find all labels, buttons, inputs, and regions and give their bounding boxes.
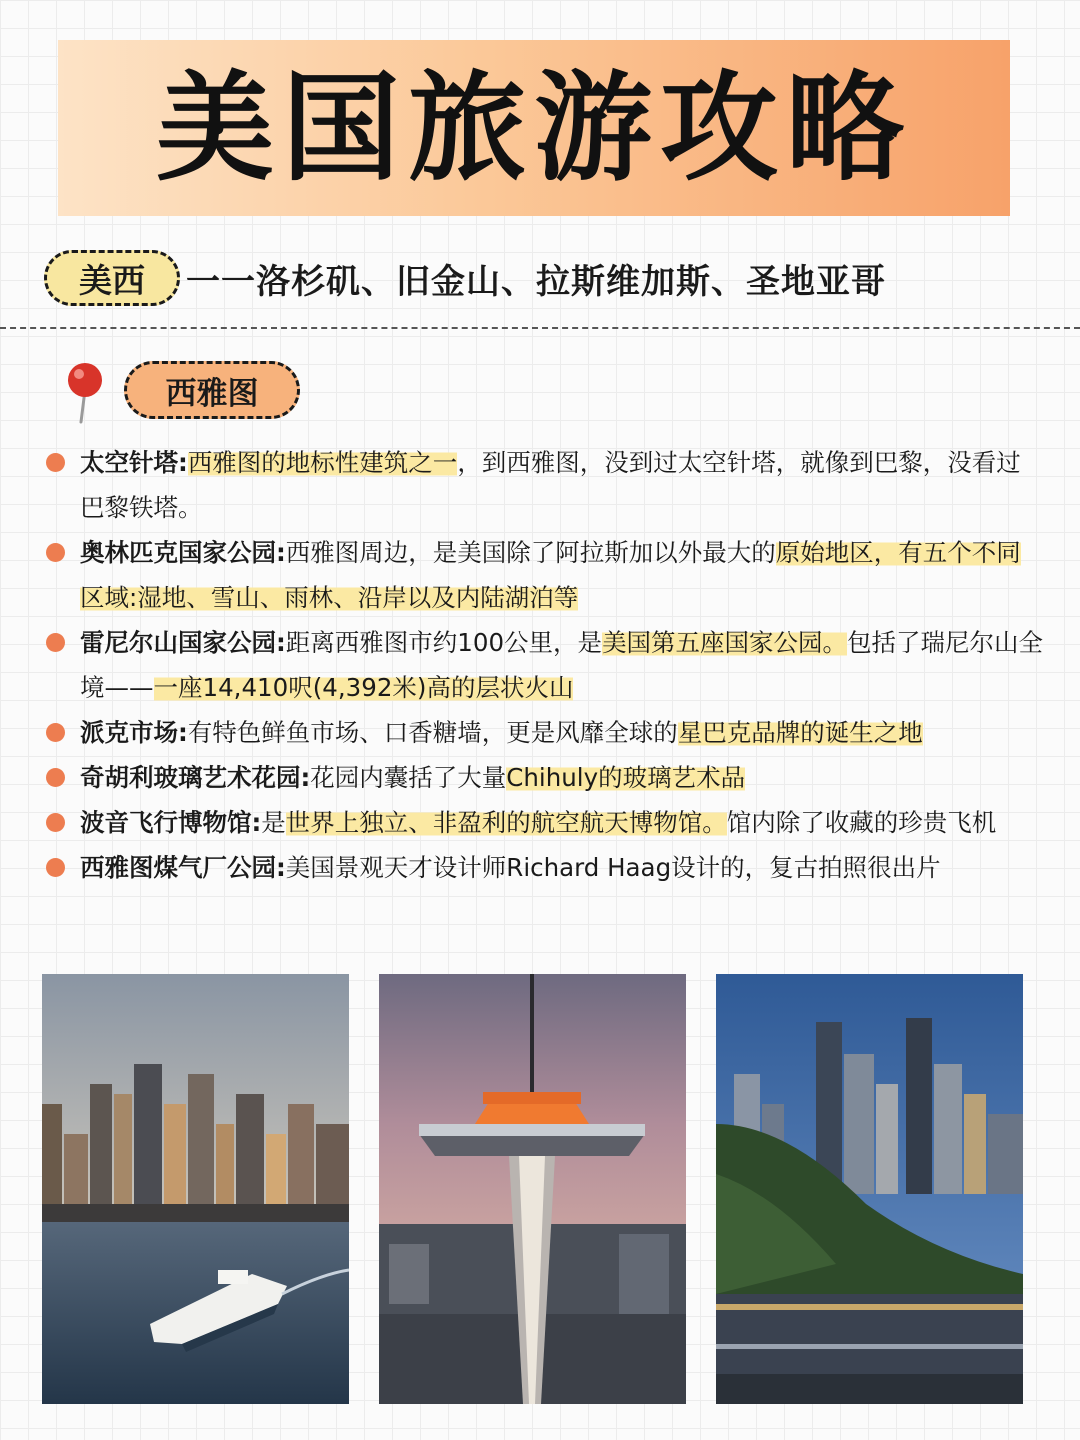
attractions-list: [44, 440, 1044, 890]
bullet-dot-icon: [46, 633, 65, 652]
description-text: 包括了瑞尼尔山全境——: [80, 628, 1044, 702]
attraction-name: 太空针塔:: [80, 448, 188, 477]
dashed-divider: [0, 327, 1080, 329]
attraction-name: 派克市场:: [80, 718, 188, 747]
region-badge: 美西: [44, 250, 180, 306]
attraction-name: 波音飞行博物馆:: [80, 808, 262, 837]
map-pin-icon: [62, 360, 108, 424]
attraction-name: 雷尼尔山国家公园:: [80, 628, 286, 657]
attraction-name: 西雅图煤气厂公园:: [80, 853, 286, 882]
section-label-seattle: 西雅图: [124, 361, 300, 419]
list-item: [44, 755, 1044, 800]
highlighted-text: 美国第五座国家公园。: [602, 628, 848, 657]
list-item: [44, 845, 1044, 890]
bullet-dot-icon: [46, 768, 65, 787]
page-title: 美国旅游攻略: [155, 59, 912, 197]
bullet-dot-icon: [46, 858, 65, 877]
attraction-name: 奇胡利玻璃艺术花园:: [80, 763, 311, 792]
list-item: [44, 530, 1044, 620]
highlighted-text: 原始地区，有五个不同区域:湿地、雪山、雨林、沿岸以及内陆湖泊等: [80, 538, 1021, 612]
subtitle-cities: 一一洛杉矶、旧金山、拉斯维加斯、圣地亚哥: [186, 261, 886, 302]
list-item: [44, 440, 1044, 530]
list-item: [44, 620, 1044, 710]
highlighted-text: 星巴克品牌的诞生之地: [677, 718, 923, 747]
description-text: ，到西雅图，没到过太空针塔，就像到巴黎，没看过巴黎铁塔。: [80, 448, 1021, 522]
seattle-waterfront-ferry-photo: [42, 974, 349, 1404]
space-needle-photo: [379, 974, 686, 1404]
highlighted-text: 一座14,410呎(4,392米)高的层状火山: [153, 673, 574, 702]
highlighted-text: Chihuly的玻璃艺术品: [506, 763, 746, 792]
list-item: [44, 710, 1044, 755]
bullet-dot-icon: [46, 453, 65, 472]
highlighted-text: 西雅图的地标性建筑之一: [187, 448, 458, 477]
bullet-dot-icon: [46, 813, 65, 832]
attraction-name: 奥林匹克国家公园:: [80, 538, 286, 567]
bullet-dot-icon: [46, 723, 65, 742]
description-text: 是: [261, 808, 286, 837]
description-text: 花园内囊括了大量: [310, 763, 507, 792]
description-text: 馆内除了收藏的珍贵飞机: [726, 808, 997, 837]
list-item: [44, 800, 1044, 845]
highlighted-text: 世界上独立、非盈利的航空航天博物馆。: [285, 808, 727, 837]
description-text: 西雅图周边，是美国除了阿拉斯加以外最大的: [285, 538, 776, 567]
bullet-dot-icon: [46, 543, 65, 562]
seattle-skyline-hill-photo: [716, 974, 1023, 1404]
description-text: 美国景观天才设计师Richard Haag设计的，复古拍照很出片: [285, 853, 941, 882]
subtitle-row: [44, 246, 886, 310]
description-text: 有特色鲜鱼市场、口香糖墙，更是风靡全球的: [187, 718, 678, 747]
description-text: 距离西雅图市约100公里，是: [285, 628, 603, 657]
